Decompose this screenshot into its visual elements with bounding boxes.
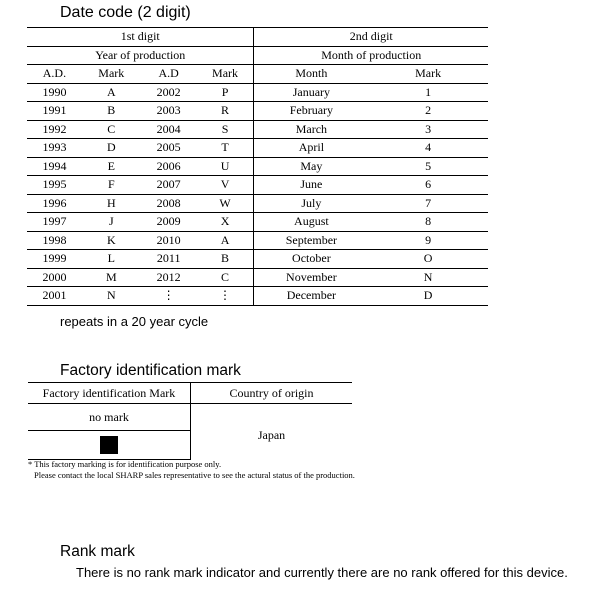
date-code-table <box>27 27 488 306</box>
table-cell: August <box>254 213 368 232</box>
table-cell: November <box>254 268 368 287</box>
table-row <box>27 176 488 195</box>
country-of-origin-header: Country of origin <box>191 383 353 404</box>
table-cell: B <box>197 250 254 269</box>
table-cell: 2010 <box>141 231 197 250</box>
table-cell: 2000 <box>27 268 82 287</box>
table-header-columns <box>27 65 488 84</box>
table-cell: 2009 <box>141 213 197 232</box>
table-cell: September <box>254 231 368 250</box>
first-digit-header: 1st digit <box>27 28 254 47</box>
table-row <box>27 102 488 121</box>
repeat-cycle-note: repeats in a 20 year cycle <box>60 314 209 329</box>
table-header-groups <box>27 46 488 65</box>
factory-identification-title: Factory identification mark <box>60 362 241 379</box>
table-cell: 1996 <box>27 194 82 213</box>
table-cell: ⋮ <box>141 287 197 306</box>
table-cell: January <box>254 83 368 102</box>
table-cell: N <box>82 287 141 306</box>
column-header: A.D. <box>27 65 82 84</box>
table-cell: July <box>254 194 368 213</box>
table-cell: D <box>368 287 488 306</box>
table-row <box>27 120 488 139</box>
table-row <box>27 83 488 102</box>
table-cell: V <box>197 176 254 195</box>
footnote-line: * This factory marking is for identification purpose only. <box>28 459 222 469</box>
table-cell: 1990 <box>27 83 82 102</box>
table-cell: 4 <box>368 139 488 158</box>
table-row <box>27 287 488 306</box>
table-row <box>28 404 352 431</box>
table-cell: October <box>254 250 368 269</box>
no-mark-cell: no mark <box>28 404 191 431</box>
table-cell: D <box>82 139 141 158</box>
table-cell: 2005 <box>141 139 197 158</box>
table-cell: 2003 <box>141 102 197 121</box>
table-row <box>27 194 488 213</box>
table-row <box>27 231 488 250</box>
column-header: Mark <box>82 65 141 84</box>
table-cell: 2008 <box>141 194 197 213</box>
table-cell: N <box>368 268 488 287</box>
table-cell: 1997 <box>27 213 82 232</box>
table-cell: 1998 <box>27 231 82 250</box>
table-cell: 1991 <box>27 102 82 121</box>
factory-identification-table <box>28 382 352 460</box>
table-cell: 2012 <box>141 268 197 287</box>
table-cell: E <box>82 157 141 176</box>
table-cell: 2002 <box>141 83 197 102</box>
rank-mark-description: There is no rank mark indicator and currently there are no rank offered for this device. <box>76 565 568 580</box>
table-cell: 2007 <box>141 176 197 195</box>
table-cell: 1992 <box>27 120 82 139</box>
table-cell: O <box>368 250 488 269</box>
table-row <box>27 268 488 287</box>
table-cell: C <box>82 120 141 139</box>
table-row <box>27 213 488 232</box>
table-cell: R <box>197 102 254 121</box>
table-header-row <box>28 383 352 404</box>
table-cell: 2001 <box>27 287 82 306</box>
table-cell: 6 <box>368 176 488 195</box>
table-cell: April <box>254 139 368 158</box>
table-cell: 2 <box>368 102 488 121</box>
table-cell: 1999 <box>27 250 82 269</box>
table-cell: M <box>82 268 141 287</box>
table-cell: A <box>197 231 254 250</box>
column-header: A.D <box>141 65 197 84</box>
table-cell: June <box>254 176 368 195</box>
date-code-title: Date code (2 digit) <box>60 4 191 21</box>
country-cell: Japan <box>257 428 286 443</box>
table-cell: H <box>82 194 141 213</box>
table-cell: A <box>82 83 141 102</box>
table-cell: C <box>197 268 254 287</box>
table-cell: March <box>254 120 368 139</box>
table-cell: 7 <box>368 194 488 213</box>
column-header: Mark <box>368 65 488 84</box>
year-of-production-header: Year of production <box>27 46 254 65</box>
table-cell: 2004 <box>141 120 197 139</box>
table-cell: February <box>254 102 368 121</box>
table-cell: May <box>254 157 368 176</box>
month-of-production-header: Month of production <box>254 46 488 65</box>
table-cell: X <box>197 213 254 232</box>
table-cell: U <box>197 157 254 176</box>
table-cell: 1 <box>368 83 488 102</box>
table-cell: 1994 <box>27 157 82 176</box>
table-cell: 2006 <box>141 157 197 176</box>
black-square-mark-cell <box>28 431 191 460</box>
table-row <box>27 157 488 176</box>
table-cell: 2011 <box>141 250 197 269</box>
table-row <box>27 250 488 269</box>
rank-mark-title: Rank mark <box>60 543 135 560</box>
table-cell: K <box>82 231 141 250</box>
table-cell: W <box>197 194 254 213</box>
table-cell: 5 <box>368 157 488 176</box>
table-cell: F <box>82 176 141 195</box>
column-header: Month <box>254 65 368 84</box>
table-cell: J <box>82 213 141 232</box>
table-cell: B <box>82 102 141 121</box>
table-row <box>27 139 488 158</box>
black-square-icon <box>100 436 118 454</box>
table-cell: 8 <box>368 213 488 232</box>
table-header-digits <box>27 28 488 47</box>
table-cell: 1995 <box>27 176 82 195</box>
factory-mark-header: Factory identification Mark <box>28 383 191 404</box>
table-cell: S <box>197 120 254 139</box>
table-cell: 1993 <box>27 139 82 158</box>
table-cell: December <box>254 287 368 306</box>
footnote-line: Please contact the local SHARP sales representative to see the actural status of the production. <box>34 470 355 480</box>
table-cell: 9 <box>368 231 488 250</box>
column-header: Mark <box>197 65 254 84</box>
table-cell: L <box>82 250 141 269</box>
table-cell: ⋮ <box>197 287 254 306</box>
table-cell: 3 <box>368 120 488 139</box>
table-cell: T <box>197 139 254 158</box>
factory-footnote <box>28 459 358 481</box>
table-cell: P <box>197 83 254 102</box>
second-digit-header: 2nd digit <box>254 28 488 47</box>
